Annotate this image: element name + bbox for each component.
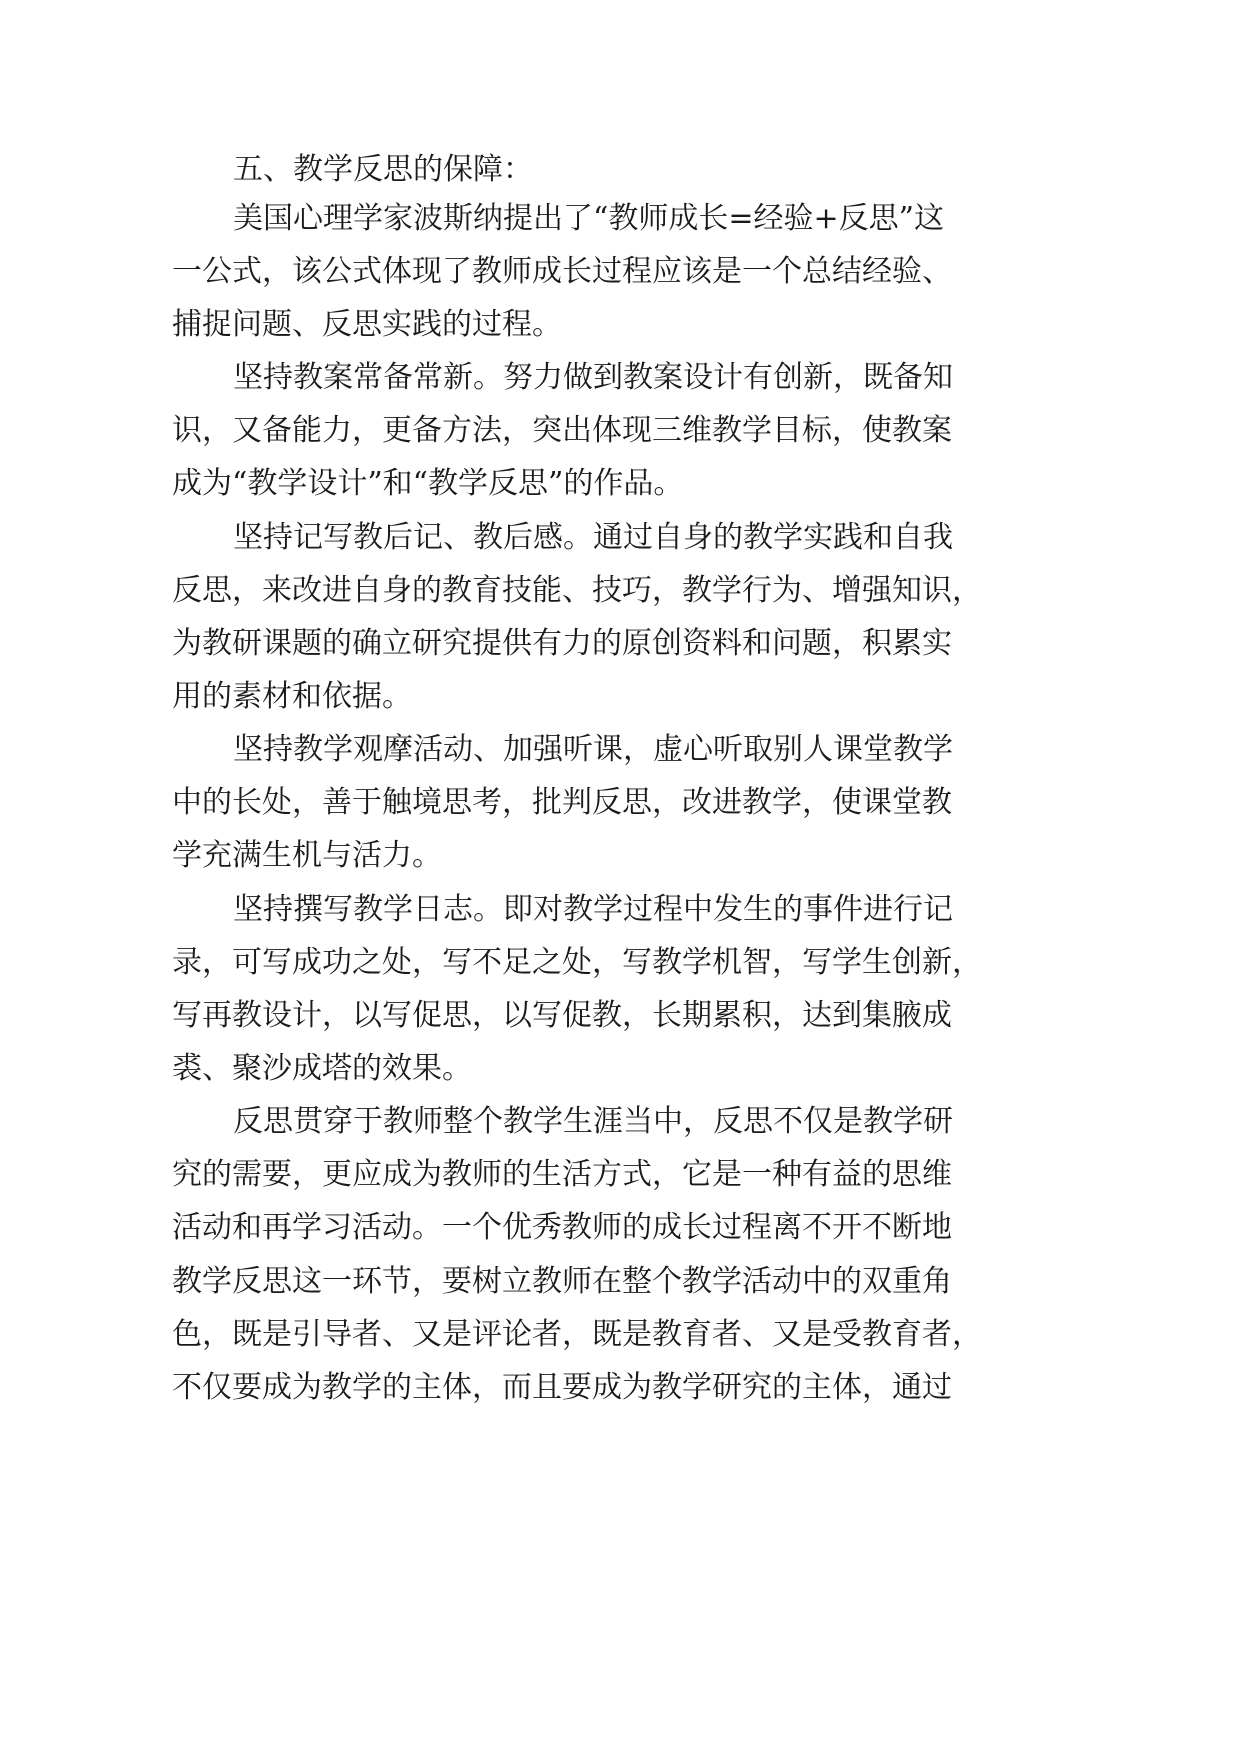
paragraph-line: 究的需要，更应成为教师的生活方式，它是一种有益的思维 (172, 1157, 952, 1192)
paragraph-line: 坚持记写教后记、教后感。通过自身的教学实践和自我 (233, 520, 953, 555)
paragraph-line: 色，既是引导者、又是评论者，既是教育者、又是受教育者， (172, 1317, 982, 1352)
paragraph-line: 裘、聚沙成塔的效果。 (172, 1051, 472, 1086)
paragraph-line: 捕捉问题、反思实践的过程。 (172, 307, 562, 342)
paragraph-line: 写再教设计，以写促思，以写促教，长期累积，达到集腋成 (172, 998, 952, 1033)
section-heading: 五、教学反思的保障： (233, 152, 533, 187)
paragraph-line: 教学反思这一环节，要树立教师在整个教学活动中的双重角 (172, 1264, 952, 1299)
paragraph-line: 中的长处，善于触境思考，批判反思，改进教学，使课堂教 (172, 785, 952, 820)
paragraph-line: 坚持教学观摩活动、加强听课，虚心听取别人课堂教学 (233, 732, 953, 767)
paragraph-line: 美国心理学家波斯纳提出了“教师成长=经验+反思”这 (233, 201, 944, 236)
paragraph-line: 识，又备能力，更备方法，突出体现三维教学目标，使教案 (172, 413, 952, 448)
paragraph-line: 为教研课题的确立研究提供有力的原创资料和问题，积累实 (172, 626, 952, 661)
paragraph-line: 学充满生机与活力。 (172, 838, 442, 873)
paragraph-line: 坚持教案常备常新。努力做到教案设计有创新，既备知 (233, 360, 953, 395)
paragraph-line: 不仅要成为教学的主体，而且要成为教学研究的主体，通过 (172, 1370, 952, 1405)
paragraph-line: 一公式，该公式体现了教师成长过程应该是一个总结经验、 (172, 254, 952, 289)
paragraph-line: 用的素材和依据。 (172, 679, 412, 714)
paragraph-line: 反思贯穿于教师整个教学生涯当中，反思不仅是教学研 (233, 1104, 953, 1139)
paragraph-line: 反思，来改进自身的教育技能、技巧，教学行为、增强知识， (172, 573, 982, 608)
paragraph-line: 成为“教学设计”和“教学反思”的作品。 (172, 466, 684, 501)
paragraph-line: 活动和再学习活动。一个优秀教师的成长过程离不开不断地 (172, 1210, 952, 1245)
paragraph-line: 坚持撰写教学日志。即对教学过程中发生的事件进行记 (233, 892, 953, 927)
paragraph-line: 录，可写成功之处，写不足之处，写教学机智，写学生创新， (172, 945, 982, 980)
